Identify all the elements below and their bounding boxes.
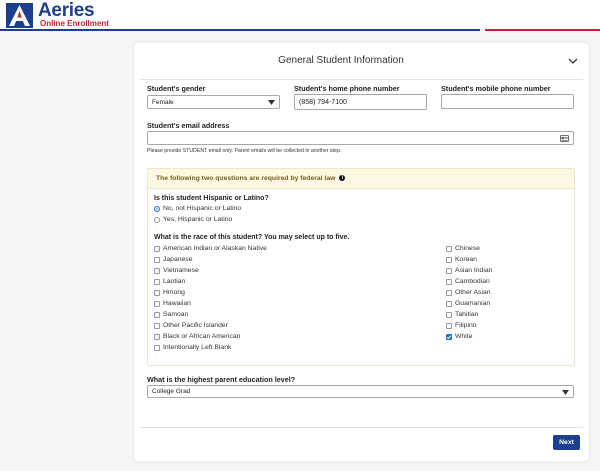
education-label: What is the highest parent education level?	[147, 375, 296, 384]
race-checkbox[interactable]	[154, 334, 160, 340]
card-title: General Student Information	[278, 55, 404, 66]
aeries-logo-icon	[6, 3, 33, 28]
brand-name: Aeries	[38, 0, 95, 21]
chevron-down-icon[interactable]	[568, 57, 578, 65]
education-select[interactable]	[147, 385, 574, 398]
race-checkbox[interactable]	[446, 257, 452, 263]
gender-label: Student's gender	[147, 84, 206, 93]
race-checkbox[interactable]	[154, 345, 160, 351]
hispanic-question: Is this student Hispanic or Latino?	[154, 195, 269, 202]
card-footer-divider	[140, 427, 583, 428]
race-checkbox[interactable]	[446, 246, 452, 252]
contact-card-icon[interactable]	[560, 134, 569, 143]
app-header	[0, 0, 600, 30]
race-checkbox[interactable]	[154, 323, 160, 329]
race-checkbox[interactable]	[154, 246, 160, 252]
mobile-phone-input[interactable]	[441, 94, 574, 109]
federal-notice-text: The following two questions are required by federal law	[156, 175, 336, 182]
home-phone-label: Student's home phone number	[294, 84, 400, 93]
race-checkbox-checked[interactable]	[446, 334, 452, 340]
email-input[interactable]	[147, 131, 574, 145]
race-checkbox[interactable]	[154, 290, 160, 296]
caret-down-icon	[562, 390, 569, 395]
home-phone-input[interactable]: (858) 794-7100	[294, 94, 427, 110]
header-divider-blue	[0, 29, 480, 31]
gender-value: Female	[152, 99, 174, 106]
radio-selected[interactable]	[154, 206, 160, 212]
race-checkbox[interactable]	[446, 279, 452, 285]
next-button[interactable]: Next	[553, 435, 580, 450]
gender-select[interactable]	[147, 95, 280, 109]
header-divider-red	[485, 29, 600, 31]
federal-notice	[148, 169, 574, 189]
caret-down-icon	[268, 100, 275, 105]
brand-subtitle: Online Enrollment	[40, 19, 109, 28]
radio-unselected[interactable]	[154, 217, 160, 223]
federal-questions-section: The following two questions are required by federal law i Is this student Hispanic or Latino? No, not Hispanic or Latino Yes, Hispanic or Latino What is the race of this student? You may select up to five. American Indian or Alaskan Native Japanese Vietnamese Laotian Hmong Hawaiian Samoan Other Pacific Islander Black or African American Intentionally Left Blank Chinese Korean Asian Indian Cambodian Other Asian Guamanian Tahitian Filipino White	[147, 168, 575, 366]
race-checkbox[interactable]	[154, 279, 160, 285]
race-checkbox[interactable]	[446, 312, 452, 318]
card-header-divider	[140, 79, 583, 80]
race-checkbox[interactable]	[154, 257, 160, 263]
info-icon[interactable]: i	[339, 175, 345, 181]
race-checkbox[interactable]	[154, 301, 160, 307]
education-value: College Grad	[152, 388, 191, 395]
race-checkbox[interactable]	[446, 323, 452, 329]
race-question: What is the race of this student? You may select up to five.	[154, 234, 350, 241]
race-checkbox[interactable]	[446, 268, 452, 274]
email-hint: Please provide STUDENT email only. Parent emails will be collected in another step.	[147, 148, 342, 154]
race-checkbox[interactable]	[446, 290, 452, 296]
race-checkbox[interactable]	[154, 268, 160, 274]
general-info-card	[134, 43, 589, 461]
mobile-phone-label: Student's mobile phone number	[441, 84, 551, 93]
email-label: Student's email address	[147, 121, 230, 130]
race-checkbox[interactable]	[154, 312, 160, 318]
race-checkbox[interactable]	[446, 301, 452, 307]
